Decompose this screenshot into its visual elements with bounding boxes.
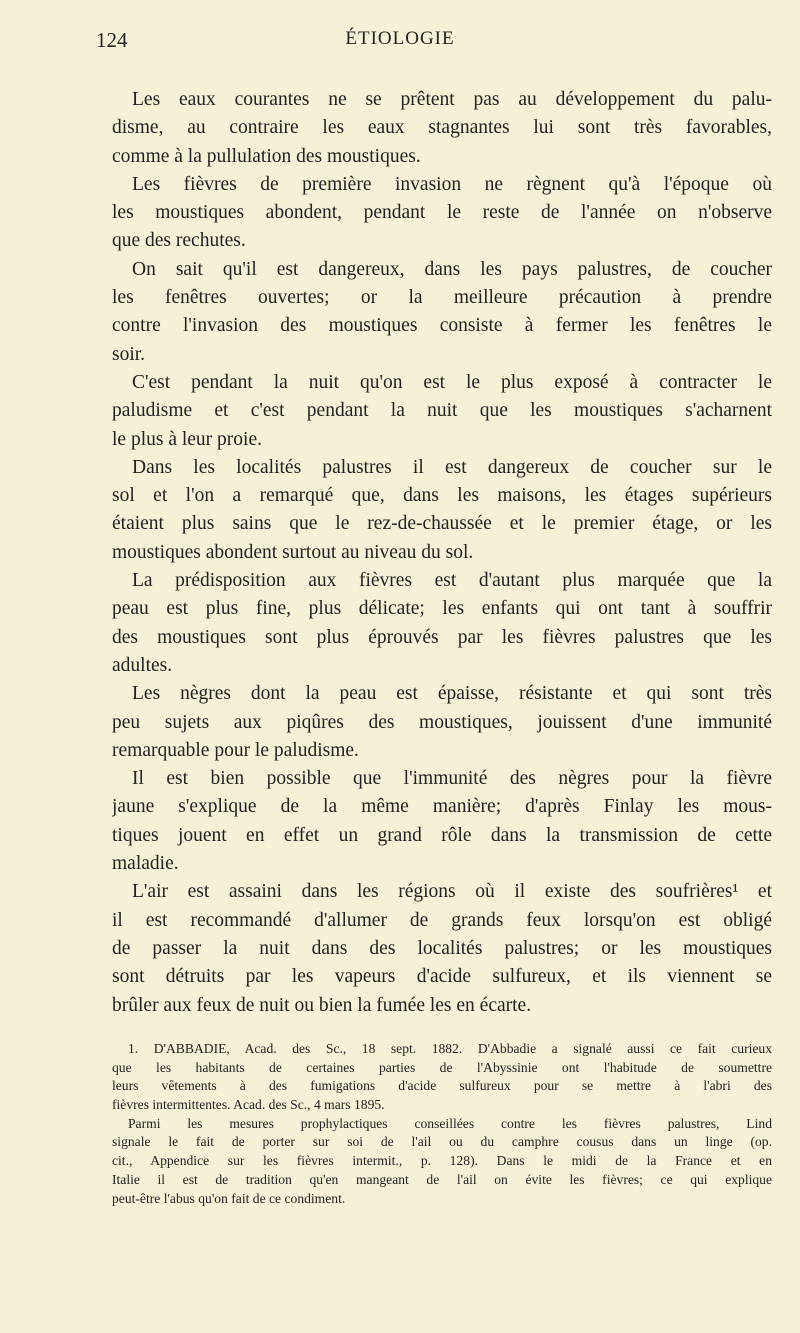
footnote-line: fièvres intermittentes. Acad. des Sc., 4 mars 1895. [112,1097,385,1113]
text-line: peu sujets aux piqûres des moustiques, jouissent d'une immunité [112,711,772,733]
text-line: L'air est assaini dans les régions où il existe des soufrières¹ et [132,881,772,903]
footnote-line: peut-être l'abus qu'on fait de ce condiment. [112,1190,346,1206]
text-line: Il est bien possible que l'immunité des nègres pour la fièvre [132,768,772,790]
text-line: contre l'invasion des moustiques consiste à fermer les fenêtres le [112,315,772,337]
text-line: sol et l'on a remarqué que, dans les maisons, les étages supérieurs [112,485,772,507]
text-line: tiques jouent en effet un grand rôle dans la transmission de cette [112,824,772,846]
footnote-line: Parmi les mesures prophylactiques conseillées contre les fièvres palustres, Lind [128,1115,772,1131]
text-line: il est recommandé d'allumer de grands feux lorsqu'on est obligé [112,909,772,931]
text-line: Les nègres dont la peau est épaisse, résistante et qui sont très [132,683,772,705]
footnote-line: cit., Appendice sur les fièvres intermit., p. 128). Dans le midi de la France et en [112,1153,772,1169]
text-line: paludisme et c'est pendant la nuit que les moustiques s'acharnent [112,400,772,422]
footnote-line: 1. D'ABBADIE, Acad. des Sc., 18 sept. 1882. D'Abbadie a signalé aussi ce fait curieux [128,1041,772,1056]
text-line: soir. [112,343,146,365]
text-line: étaient plus sains que le rez-de-chaussée et le premier étage, or les [112,513,772,535]
text-line: jaune s'explique de la même manière; d'après Finlay les mous- [112,796,772,818]
text-line: Les eaux courantes ne se prêtent pas au développement du palu- [132,89,772,110]
text-line: C'est pendant la nuit qu'on est le plus exposé à contracter le [132,371,772,393]
text-line: disme, au contraire les eaux stagnantes lui sont très favorables, [112,117,772,139]
text-line: comme à la pullulation des moustiques. [112,145,421,167]
text-line: On sait qu'il est dangereux, dans les pays palustres, de coucher [132,258,772,280]
text-line: peau est plus fine, plus délicate; les enfants qui ont tant à souffrir [112,598,772,620]
text-line: adultes. [112,654,173,676]
running-title: ÉTIOLOGIE [345,28,455,49]
text-line: sont détruits par les vapeurs d'acide sulfureux, et ils viennent se [112,966,772,988]
main-text [112,86,772,1020]
footnote-line: leurs vêtements à des fumigations d'acide sulfureux pour se mettre à l'abri des [112,1078,772,1094]
text-line: le plus à leur proie. [112,428,262,450]
text-line: des moustiques sont plus éprouvés par les fièvres palustres que les [112,626,772,648]
footnote-line: signale le fait de porter sur soi de l'ail ou du camphre cousus dans un linge (op. [112,1134,772,1150]
text-line: remarquable pour le paludisme. [112,739,359,761]
text-line: Dans les localités palustres il est dangereux de coucher sur le [132,456,772,478]
text-line: de passer la nuit dans des localités palustres; or les moustiques [112,937,772,959]
footnote-line: que les habitants de certaines parties de l'Abyssinie ont l'habitude de soumettre [112,1059,772,1075]
text-line: Les fièvres de première invasion ne règnent qu'à l'époque où [132,173,772,195]
text-line: moustiques abondent surtout au niveau du sol. [112,541,474,563]
text-line: brûler aux feux de nuit ou bien la fumée les en écarte. [112,994,532,1016]
footnotes [112,1040,772,1208]
page-number: 124 [96,28,128,52]
footnote-line: Italie il est de tradition qu'en mangeant de l'ail on évite les fièvres; ce qui explique [112,1171,772,1187]
text-line: les moustiques abondent, pendant le reste de l'année on n'observe [112,202,772,224]
text-line: que des rechutes. [112,230,246,252]
text-line: maladie. [112,853,179,875]
text-line: les fenêtres ouvertes; or la meilleure précaution à prendre [112,287,772,309]
text-line: La prédisposition aux fièvres est d'autant plus marquée que la [132,570,772,592]
